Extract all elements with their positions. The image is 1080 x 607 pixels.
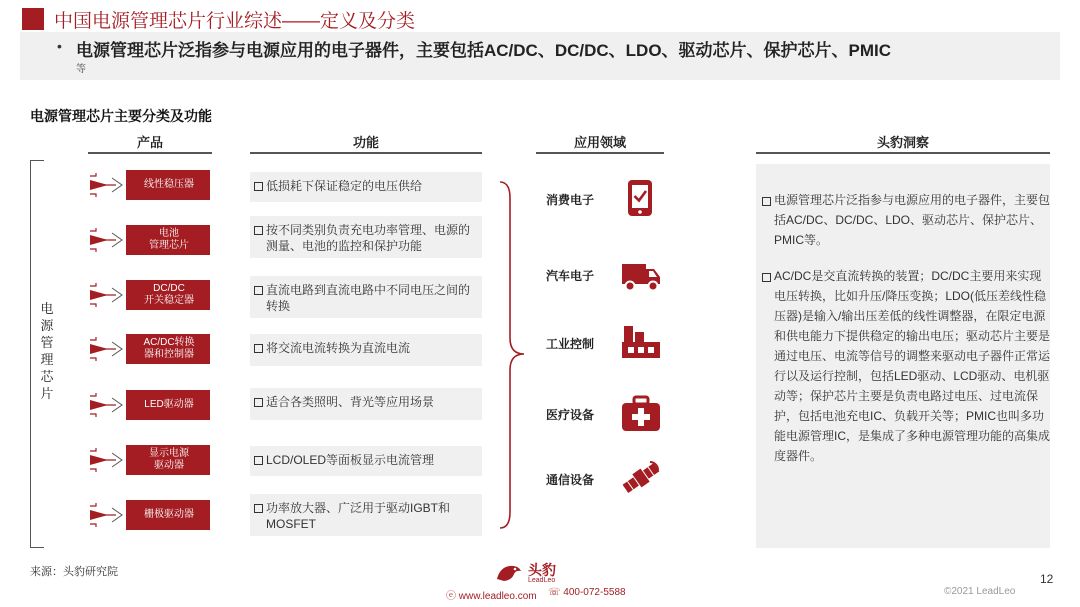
- vertical-category-label: 电源管理芯片: [40, 301, 54, 401]
- column-header-insight: 头豹洞察: [876, 135, 929, 150]
- column-rule: [88, 152, 212, 154]
- phone-text: 400-072-5588: [563, 587, 626, 598]
- leopard-logo-icon: [494, 561, 524, 585]
- phone-contact: [548, 587, 626, 598]
- function-description: 按不同类别负责充电功率管理、电源的测量、电池的监控和保护功能: [250, 216, 482, 258]
- brand-logo-text: 头豹: [528, 562, 556, 578]
- insight-paragraph: AC/DC是交直流转换的装置；DC/DC主要用来实现电压转换，比如升压/降压变换；LDO(低压差线性稳压器)是输入/输出压差低的线性调整器，在限定电源和供电能力下提供稳定的输出电压；驱动芯片主要是通过电压、电流等信号的调整来驱动电子器件正常运行以及运行控制，包括LED驱动、LCD驱动、电机驱动等；保护芯片主要是负责电路过电压、过电流保护，包括电池充电IC、负载开关等；PMIC也叫多功能电源管理IC，是集成了多种电源管理功能的高集成度器件。: [762, 266, 1052, 466]
- copyright: ©2021 LeadLeo: [944, 586, 1016, 597]
- function-description: 直流电路到直流电路中不同电压之间的转换: [250, 276, 482, 318]
- tablet-check-icon: [620, 178, 662, 218]
- product-chip: [90, 170, 210, 200]
- column-header-product: 产品: [136, 135, 163, 150]
- product-label: 栅极驱动器: [144, 509, 194, 520]
- web-icon: ⓔ: [446, 591, 456, 602]
- column-header-function: 功能: [352, 135, 379, 150]
- function-description: 低损耗下保证稳定的电压供给: [250, 172, 482, 202]
- application-label: 医疗设备: [546, 408, 595, 422]
- intro-text: 电源管理芯片泛指参与电源应用的电子器件，主要包括AC/DC、DC/DC、LDO、驱动芯片、保护芯片、PMIC: [76, 41, 892, 60]
- product-label: DC/DC 开关稳定器: [144, 283, 194, 306]
- product-label: LED驱动器: [144, 399, 194, 410]
- brand-logo-subtext: LeadLeo: [528, 577, 556, 584]
- product-chip: [90, 500, 210, 530]
- column-rule: [756, 152, 1050, 154]
- product-chip: [90, 280, 210, 310]
- product-label: AC/DC转换 器和控制器: [143, 337, 195, 360]
- phone-icon: ☏: [548, 587, 561, 598]
- page-number: 12: [1040, 572, 1054, 586]
- section-title: 电源管理芯片主要分类及功能: [30, 108, 212, 124]
- function-description: 功率放大器、广泛用于驱动IGBT和MOSFET: [250, 494, 482, 536]
- product-label: 线性稳压器: [144, 179, 194, 190]
- column-rule: [536, 152, 664, 154]
- product-chip: [90, 390, 210, 420]
- application-label: 工业控制: [546, 337, 595, 351]
- intro-text-continued: 等: [76, 64, 86, 75]
- bullet-icon: •: [57, 38, 62, 54]
- product-label: 显示电源 驱动器: [149, 448, 189, 471]
- product-chip: [90, 225, 210, 255]
- page-title: 中国电源管理芯片行业综述——定义及分类: [54, 11, 416, 32]
- column-header-application: 应用领域: [573, 135, 626, 150]
- website-link[interactable]: [446, 587, 537, 602]
- function-description: LCD/OLED等面板显示电流管理: [250, 446, 482, 476]
- product-chip: [90, 445, 210, 475]
- application-label: 消费电子: [546, 193, 595, 207]
- function-description: 适合各类照明、背光等应用场景: [250, 388, 482, 420]
- function-application-bracket: [496, 178, 536, 534]
- satellite-icon: [620, 458, 662, 498]
- insight-paragraph: 电源管理芯片泛指参与电源应用的电子器件，主要包括AC/DC、DC/DC、LDO、驱动芯片、保护芯片、PMIC等。: [762, 190, 1052, 250]
- product-chip: [90, 334, 210, 364]
- application-label: 汽车电子: [546, 269, 595, 283]
- product-label: 电池 管理芯片: [149, 228, 189, 251]
- truck-icon: [620, 256, 662, 296]
- source-note: 来源：头豹研究院: [30, 566, 118, 578]
- medical-kit-icon: [620, 394, 662, 434]
- factory-icon: [620, 322, 662, 362]
- website-text: www.leadleo.com: [458, 591, 537, 602]
- column-rule: [250, 152, 482, 154]
- title-accent-bar: [22, 8, 44, 30]
- application-label: 通信设备: [546, 473, 595, 487]
- function-description: 将交流电流转换为直流电流: [250, 334, 482, 366]
